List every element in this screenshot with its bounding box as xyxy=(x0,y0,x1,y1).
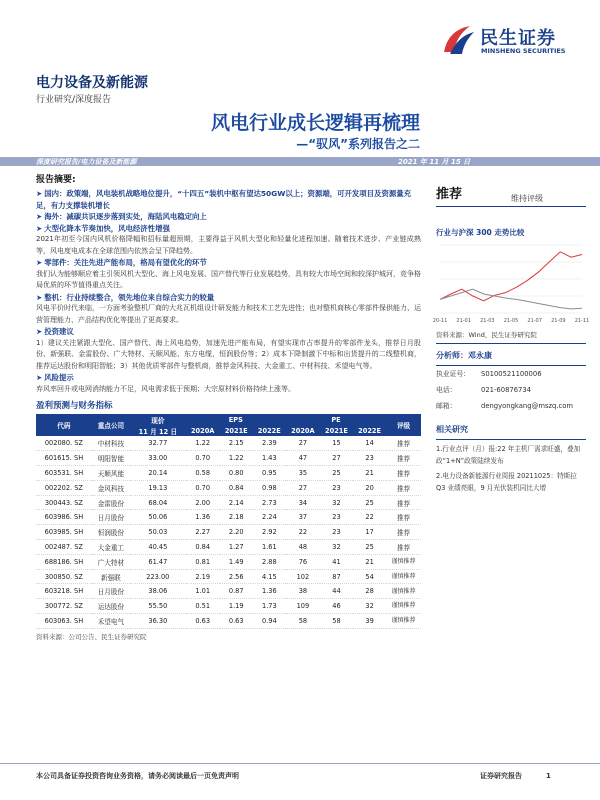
cell-r: 推荐 xyxy=(386,436,421,451)
summary-bullet xyxy=(36,257,421,269)
cell-r: 谨慎推荐 xyxy=(386,569,421,584)
cell-p2: 41 xyxy=(320,554,353,569)
cell-p3: 21 xyxy=(353,466,386,481)
cell-e3: 0.95 xyxy=(253,466,286,481)
cell-e2: 2.56 xyxy=(220,569,253,584)
cell-p2: 23 xyxy=(320,525,353,540)
cell-e1: 0.51 xyxy=(186,599,220,614)
cell-p3: 21 xyxy=(353,554,386,569)
table-title: 盈利预测与财务指标 xyxy=(36,401,113,411)
cell-e3: 2.73 xyxy=(253,495,286,510)
sidebar xyxy=(432,183,590,494)
rating-block xyxy=(436,183,586,202)
related-title: 相关研究 xyxy=(436,425,468,434)
cell-e2: 0.63 xyxy=(220,614,253,629)
cell-name: 日月股份 xyxy=(92,510,130,525)
bullet-icon: ➤ xyxy=(36,223,43,233)
table-row xyxy=(36,584,421,599)
th-price: 现价 xyxy=(130,414,186,425)
analyst-label: 分析师： xyxy=(436,351,468,360)
summary-bullet xyxy=(36,292,421,304)
cell-p3: 54 xyxy=(353,569,386,584)
cell-p2: 58 xyxy=(320,614,353,629)
email-label: 邮箱： xyxy=(436,402,457,410)
analyst-row xyxy=(436,366,586,382)
cell-e2: 1.27 xyxy=(220,540,253,555)
cell-price: 68.04 xyxy=(130,495,186,510)
cell-name: 运达股份 xyxy=(92,599,130,614)
chart-source: 资料来源：Wind，民生证券研究院 xyxy=(436,331,537,339)
cell-p1: 27 xyxy=(286,480,320,495)
cell-r: 推荐 xyxy=(386,451,421,466)
summary-bullet xyxy=(36,223,421,235)
cell-e1: 0.84 xyxy=(186,540,220,555)
table-row xyxy=(36,614,421,629)
bullet-text: 零部件：关注先进产能布局，格局有望优化的环节 xyxy=(44,258,207,267)
cell-p3: 22 xyxy=(353,510,386,525)
x-tick-label: 21-07 xyxy=(527,318,542,324)
summary-bullet xyxy=(36,211,421,223)
th-pe: PE xyxy=(286,414,386,425)
cell-p3: 20 xyxy=(353,480,386,495)
analyst-row xyxy=(436,398,586,414)
table-row xyxy=(36,466,421,481)
footer-disclaimer: 本公司具备证券投资咨询业务资格，请务必阅读最后一页免责声明 xyxy=(36,772,239,780)
x-tick-label: 21-03 xyxy=(480,318,495,324)
cell-price: 36.30 xyxy=(130,614,186,629)
band-left-text: 深度研究报告/电力设备及新能源 xyxy=(36,158,137,166)
summary-paragraph: 弃风率回升或电网消纳能力不足，风电需求低于预期；大宗原材料价格持续上涨等。 xyxy=(36,384,295,393)
th-eps: EPS xyxy=(186,414,286,425)
cell-p3: 14 xyxy=(353,436,386,451)
cell-r: 推荐 xyxy=(386,466,421,481)
band-date: 2021 年 11 月 15 日 xyxy=(398,158,471,166)
cell-p1: 38 xyxy=(286,584,320,599)
cell-code: 002202. SZ xyxy=(36,480,92,495)
cell-name: 金风科技 xyxy=(92,480,130,495)
cell-code: 601615. SH xyxy=(36,451,92,466)
phone-label: 电话： xyxy=(436,386,457,394)
cell-code: 603063. SH xyxy=(36,614,92,629)
forecast-table xyxy=(36,414,421,629)
cell-price: 55.50 xyxy=(130,599,186,614)
bullet-icon: ➤ xyxy=(36,258,43,267)
related-item[interactable]: 1.行业点评（月）报:22 年主机厂需求旺盛，叠加政“1+N”政策陆续发布 xyxy=(436,445,581,465)
cell-e3: 0.98 xyxy=(253,480,286,495)
th-code: 代码 xyxy=(36,414,92,436)
th-year: 2022E xyxy=(353,425,386,436)
cell-price: 50.06 xyxy=(130,510,186,525)
cell-r: 谨慎推荐 xyxy=(386,614,421,629)
brand-logo xyxy=(440,22,590,62)
summary-paragraph: 1）建议关注紧跟大型化、国产替代、海上风电趋势，加速先进产能布局，有望实现市占率提升的零部件龙头，推荐日月股份、新强联、金雷股份、广大特材、天顺风能、东方电缆，恒润股份等；2）成本下降制激下中标和出货提升的二线整机商，推荐运达股份和明阳智能；3）其他优质零部件与整机商，推荐金风科技、大金重工、中材科技、禾望电气等。 xyxy=(36,338,421,370)
cell-p2: 87 xyxy=(320,569,353,584)
cell-price: 20.14 xyxy=(130,466,186,481)
th-year: 2021E xyxy=(220,425,253,436)
cell-name: 中材科技 xyxy=(92,436,130,451)
cell-price: 50.03 xyxy=(130,525,186,540)
series-line-沪深300 xyxy=(440,289,582,309)
report-title: 风电行业成长逻辑再梳理 xyxy=(210,112,420,134)
bullet-icon: ➤ xyxy=(36,327,43,336)
cell-e1: 0.58 xyxy=(186,466,220,481)
analyst-name: 邓永康 xyxy=(468,351,492,360)
cell-p2: 23 xyxy=(320,480,353,495)
cell-p2: 46 xyxy=(320,599,353,614)
series-line-行业 xyxy=(440,252,582,301)
chart-title: 行业与沪深 300 走势比较 xyxy=(436,228,525,237)
cell-name: 日月股份 xyxy=(92,584,130,599)
cell-e2: 2.15 xyxy=(220,436,253,451)
cell-code: 603985. SH xyxy=(36,525,92,540)
cell-p2: 44 xyxy=(320,584,353,599)
th-company: 重点公司 xyxy=(92,414,130,436)
cell-p3: 39 xyxy=(353,614,386,629)
th-year: 2021E xyxy=(320,425,353,436)
trend-chart xyxy=(432,241,590,326)
cell-r: 谨慎推荐 xyxy=(386,584,421,599)
cert-value: S0100521100006 xyxy=(481,370,542,378)
bullet-text: 海外：减碳共识逐步落到实处，海陆风电稳定向上 xyxy=(44,212,207,221)
rating-label: 推荐 xyxy=(436,187,463,202)
th-date: 11 月 12 日 xyxy=(130,425,186,436)
cell-p1: 48 xyxy=(286,540,320,555)
summary-paragraph: 我们认为能够顺应着主引领风机大型化、海上风电发展、国产替代等行业发展趋势，具有较大市场空间和较深护城河，竞争格局优质的环节值得重点关注。 xyxy=(36,269,421,289)
cell-e1: 1.01 xyxy=(186,584,220,599)
summary-bullet xyxy=(36,372,421,384)
cell-name: 金雷股份 xyxy=(92,495,130,510)
divider xyxy=(436,343,586,344)
cell-e2: 2.14 xyxy=(220,495,253,510)
cell-p1: 35 xyxy=(286,466,320,481)
table-row xyxy=(36,599,421,614)
header-band xyxy=(0,157,600,166)
footer-right xyxy=(480,771,551,781)
x-tick-label: 21-01 xyxy=(456,318,471,324)
table-row xyxy=(36,436,421,451)
bullet-text: 风险提示 xyxy=(44,373,74,382)
cell-e3: 1.73 xyxy=(253,599,286,614)
cell-e2: 0.87 xyxy=(220,584,253,599)
cell-code: 603531. SH xyxy=(36,466,92,481)
bullet-icon: ➤ xyxy=(36,189,43,198)
report-series: —“驭风”系列报告之二 xyxy=(296,137,420,151)
cell-e3: 2.88 xyxy=(253,554,286,569)
cell-p1: 76 xyxy=(286,554,320,569)
cell-e3: 2.39 xyxy=(253,436,286,451)
cell-r: 谨慎推荐 xyxy=(386,599,421,614)
cell-code: 300850. SZ xyxy=(36,569,92,584)
table-row xyxy=(36,510,421,525)
bullet-icon: ➤ xyxy=(36,292,43,302)
summary-paragraph: 风电平价时代来临，一方面考验整机厂商的大兆瓦机组设计研发能力和技术工艺先进性；也对整机商核心零部件保供能力、运营管理能力、产品结构优化等提出了更高要求。 xyxy=(36,304,421,324)
table-row xyxy=(36,480,421,495)
summary-paragraph: 2021年初至今国内风机价格降幅和招标量超预期，主要得益于风机大型化和轻量化进程加速。随着技术进步、产业链成熟等，风电度电成本在全球范围内依然会呈下降趋势。 xyxy=(36,235,421,255)
cell-p2: 15 xyxy=(320,436,353,451)
cell-p3: 23 xyxy=(353,451,386,466)
footer-divider xyxy=(0,763,600,764)
cell-r: 推荐 xyxy=(386,525,421,540)
analyst-row xyxy=(436,382,586,398)
cell-e2: 1.49 xyxy=(220,554,253,569)
phone-value: 021-60876734 xyxy=(481,386,532,394)
brand-name-en: MINSHENG SECURITIES xyxy=(481,47,566,55)
cell-code: 603218. SH xyxy=(36,584,92,599)
cell-r: 推荐 xyxy=(386,495,421,510)
table-row xyxy=(36,540,421,555)
th-year: 2020A xyxy=(186,425,220,436)
th-year: 2022E xyxy=(253,425,286,436)
table-row xyxy=(36,525,421,540)
cell-e3: 1.36 xyxy=(253,584,286,599)
bullet-icon: ➤ xyxy=(36,212,43,221)
th-year: 2020A xyxy=(286,425,320,436)
x-tick-label: 20-11 xyxy=(432,318,448,324)
table-row xyxy=(36,554,421,569)
cell-p2: 25 xyxy=(320,466,353,481)
cell-e2: 0.80 xyxy=(220,466,253,481)
related-item[interactable]: 2.电力设备新能源行业周报 20211025：特斯拉 Q3 业绩亮眼，9 月光伏装机同比大增 xyxy=(436,472,577,492)
summary-heading: 报告摘要: xyxy=(36,175,76,185)
cell-p1: 109 xyxy=(286,599,320,614)
th-rating: 评级 xyxy=(386,414,421,436)
cell-p1: 34 xyxy=(286,495,320,510)
cell-e1: 1.36 xyxy=(186,510,220,525)
cell-price: 33.00 xyxy=(130,451,186,466)
cell-p2: 23 xyxy=(320,510,353,525)
cell-r: 推荐 xyxy=(386,540,421,555)
cell-p2: 27 xyxy=(320,451,353,466)
cell-r: 谨慎推荐 xyxy=(386,554,421,569)
cell-name: 新强联 xyxy=(92,569,130,584)
cell-p1: 102 xyxy=(286,569,320,584)
cell-p3: 25 xyxy=(353,495,386,510)
cell-e1: 0.81 xyxy=(186,554,220,569)
cell-e2: 1.22 xyxy=(220,451,253,466)
cell-p3: 17 xyxy=(353,525,386,540)
x-tick-label: 21-05 xyxy=(503,318,519,324)
cell-name: 广大特材 xyxy=(92,554,130,569)
summary-bullet xyxy=(36,188,421,211)
cell-p1: 37 xyxy=(286,510,320,525)
rating-value: 维持评级 xyxy=(511,194,543,203)
cell-e3: 1.43 xyxy=(253,451,286,466)
cell-e2: 1.19 xyxy=(220,599,253,614)
cert-label: 执业证号： xyxy=(436,370,470,378)
table-source: 资料来源：公司公告、民生证券研究院 xyxy=(36,632,147,641)
cell-p1: 58 xyxy=(286,614,320,629)
cell-e1: 2.00 xyxy=(186,495,220,510)
cell-p1: 22 xyxy=(286,525,320,540)
bullet-text: 国内：政策端，风电装机战略地位提升，“十四五”装机中枢有望达50GW以上；资源端，可开发项目及资源量充足，有力支撑装机增长 xyxy=(36,189,412,210)
cell-e3: 1.61 xyxy=(253,540,286,555)
page-number: 1 xyxy=(546,772,551,780)
cell-r: 推荐 xyxy=(386,510,421,525)
cell-code: 002487. SZ xyxy=(36,540,92,555)
cell-code: 300443. SZ xyxy=(36,495,92,510)
cell-p3: 25 xyxy=(353,540,386,555)
divider xyxy=(436,439,586,440)
cell-e3: 2.92 xyxy=(253,525,286,540)
cell-e3: 0.94 xyxy=(253,614,286,629)
cell-e1: 0.70 xyxy=(186,480,220,495)
cell-code: 688186. SH xyxy=(36,554,92,569)
cell-p2: 32 xyxy=(320,495,353,510)
cell-name: 天顺风能 xyxy=(92,466,130,481)
bullet-icon: ➤ xyxy=(36,373,43,382)
table-row xyxy=(36,451,421,466)
analyst-heading xyxy=(436,350,586,361)
cell-name: 恒润股份 xyxy=(92,525,130,540)
brand-mark-icon xyxy=(440,22,476,58)
cell-e2: 2.18 xyxy=(220,510,253,525)
cell-name: 明阳智能 xyxy=(92,451,130,466)
cell-e1: 1.22 xyxy=(186,436,220,451)
cell-code: 002080. SZ xyxy=(36,436,92,451)
footer-label: 证券研究报告 xyxy=(480,772,522,780)
cell-e1: 0.63 xyxy=(186,614,220,629)
cell-e2: 2.20 xyxy=(220,525,253,540)
cell-price: 40.45 xyxy=(130,540,186,555)
cell-code: 300772. SZ xyxy=(36,599,92,614)
cell-e3: 4.15 xyxy=(253,569,286,584)
cell-p3: 32 xyxy=(353,599,386,614)
cell-e2: 0.84 xyxy=(220,480,253,495)
cell-p1: 27 xyxy=(286,436,320,451)
cell-p2: 32 xyxy=(320,540,353,555)
cell-price: 32.77 xyxy=(130,436,186,451)
table-row xyxy=(36,569,421,584)
cell-p1: 47 xyxy=(286,451,320,466)
cell-e1: 2.27 xyxy=(186,525,220,540)
cell-name: 禾望电气 xyxy=(92,614,130,629)
bullet-text: 大型化降本节奏加快，风电经济性增强 xyxy=(44,223,170,233)
industry-title: 电力设备及新能源 xyxy=(36,75,148,91)
bullet-text: 投资建议 xyxy=(44,327,74,336)
x-tick-label: 21-11 xyxy=(574,318,590,324)
divider xyxy=(436,206,586,207)
cell-e3: 2.24 xyxy=(253,510,286,525)
cell-price: 19.13 xyxy=(130,480,186,495)
cell-r: 推荐 xyxy=(386,480,421,495)
cell-e1: 2.19 xyxy=(186,569,220,584)
cell-code: 603986. SH xyxy=(36,510,92,525)
cell-price: 38.06 xyxy=(130,584,186,599)
cell-price: 61.47 xyxy=(130,554,186,569)
summary-column xyxy=(36,172,421,641)
bullet-text: 整机：行业持续整合，领先地位来自综合实力的较量 xyxy=(44,292,215,302)
cell-e1: 0.70 xyxy=(186,451,220,466)
cell-p3: 28 xyxy=(353,584,386,599)
cell-name: 大金重工 xyxy=(92,540,130,555)
x-tick-label: 21-09 xyxy=(551,318,566,324)
report-type: 行业研究/深度报告 xyxy=(36,95,112,105)
summary-bullet xyxy=(36,326,421,338)
email-value[interactable]: dengyongkang@mszq.com xyxy=(481,402,574,410)
brand-name-cn: 民生证券 xyxy=(480,28,556,49)
table-row xyxy=(36,495,421,510)
cell-price: 223.00 xyxy=(130,569,186,584)
